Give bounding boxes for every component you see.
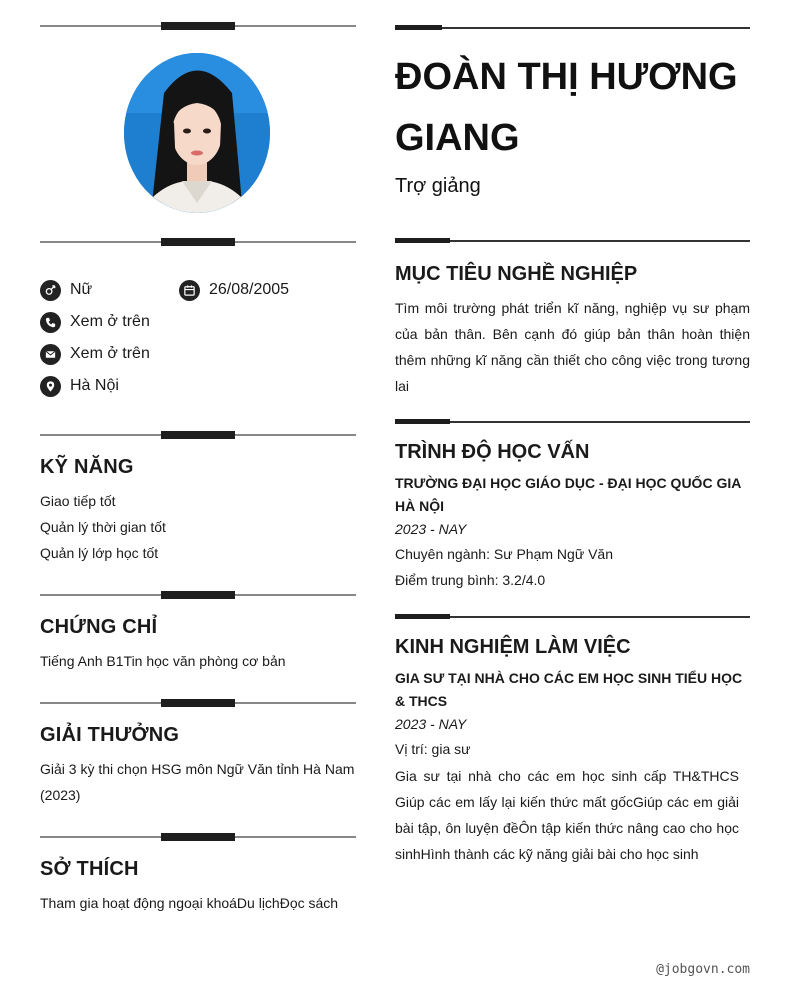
location-pin-icon — [40, 376, 61, 397]
education-major: Chuyên ngành: Sư Phạm Ngữ Văn — [395, 546, 613, 562]
awards-title: GIẢI THƯỞNG — [40, 724, 180, 746]
phone-value: Xem ở trên — [70, 313, 150, 330]
experience-period: 2023 - NAY — [395, 716, 467, 732]
avatar — [124, 53, 270, 213]
candidate-name: ĐOÀN THỊ HƯƠNG GIANG — [395, 56, 738, 159]
divider — [40, 591, 356, 599]
skill-item: Quản lý thời gian tốt — [40, 519, 166, 535]
gender-icon — [40, 280, 61, 301]
email-row — [40, 342, 150, 366]
address-value: Hà Nội — [70, 377, 119, 394]
education-school: TRƯỜNG ĐẠI HỌC GIÁO DỤC - ĐẠI HỌC QUỐC GIA HÀ NỘI — [395, 475, 741, 514]
education-period: 2023 - NAY — [395, 521, 467, 537]
certificates-text: Tiếng Anh B1Tin học văn phòng cơ bản — [40, 653, 286, 669]
phone-row — [40, 310, 150, 334]
experience-title: KINH NGHIỆM LÀM VIỆC — [395, 636, 631, 658]
education-gpa: Điểm trung bình: 3.2/4.0 — [395, 572, 546, 588]
experience-company: GIA SƯ TẠI NHÀ CHO CÁC EM HỌC SINH TIỂU HỌC & THCS — [395, 670, 743, 709]
skills-list — [40, 488, 166, 566]
divider — [395, 614, 750, 620]
skills-title: KỸ NĂNG — [40, 456, 134, 478]
birthday-value: 26/08/2005 — [209, 281, 290, 298]
certificates-title: CHỨNG CHỈ — [40, 616, 158, 638]
education-title: TRÌNH ĐỘ HỌC VẤN — [395, 441, 590, 463]
divider — [40, 238, 356, 246]
gender-row — [40, 278, 92, 302]
divider — [395, 25, 750, 31]
objective-text: Tìm môi trường phát triển kĩ năng, nghiệp vụ sư phạm của bản thân. Bên cạnh đó giúp bản thân hoàn thiện thêm những kĩ năng cần thiết cho công việc trong tương lai — [395, 300, 750, 394]
hobbies-text: Tham gia hoạt động ngoại khoáDu lịchĐọc sách — [40, 895, 339, 911]
awards-text: Giải 3 kỳ thi chọn HSG môn Ngữ Văn tỉnh Hà Nam (2023) — [40, 761, 355, 803]
skill-item: Giao tiếp tốt — [40, 493, 116, 509]
experience-description: Gia sư tại nhà cho các em học sinh cấp TH&THCS Giúp các em lấy lại kiến thức mất gốcGiúp các em giải bài tập, ôn luyện đềÔn tập kiến thức nâng cao cho học sinhHình thành các kỹ năng giải bài cho học sinh — [395, 768, 739, 862]
phone-icon — [40, 312, 61, 333]
portrait-photo — [124, 53, 270, 213]
mail-icon — [40, 344, 61, 365]
hobbies-title: SỞ THÍCH — [40, 858, 139, 880]
divider — [40, 833, 356, 841]
experience-role: Vị trí: gia sư — [395, 741, 471, 757]
address-row — [40, 374, 119, 398]
gender-value: Nữ — [70, 281, 93, 298]
divider — [40, 431, 356, 439]
divider — [395, 419, 750, 425]
divider — [395, 238, 750, 244]
calendar-icon — [179, 280, 200, 301]
divider — [40, 699, 356, 707]
email-value: Xem ở trên — [70, 345, 150, 362]
watermark: @jobgovn.com — [656, 962, 750, 977]
skill-item: Quản lý lớp học tốt — [40, 545, 159, 561]
divider — [40, 22, 356, 30]
job-position: Trợ giảng — [395, 175, 481, 197]
birthday-row — [179, 278, 289, 302]
objective-title: MỤC TIÊU NGHỀ NGHIỆP — [395, 263, 638, 285]
